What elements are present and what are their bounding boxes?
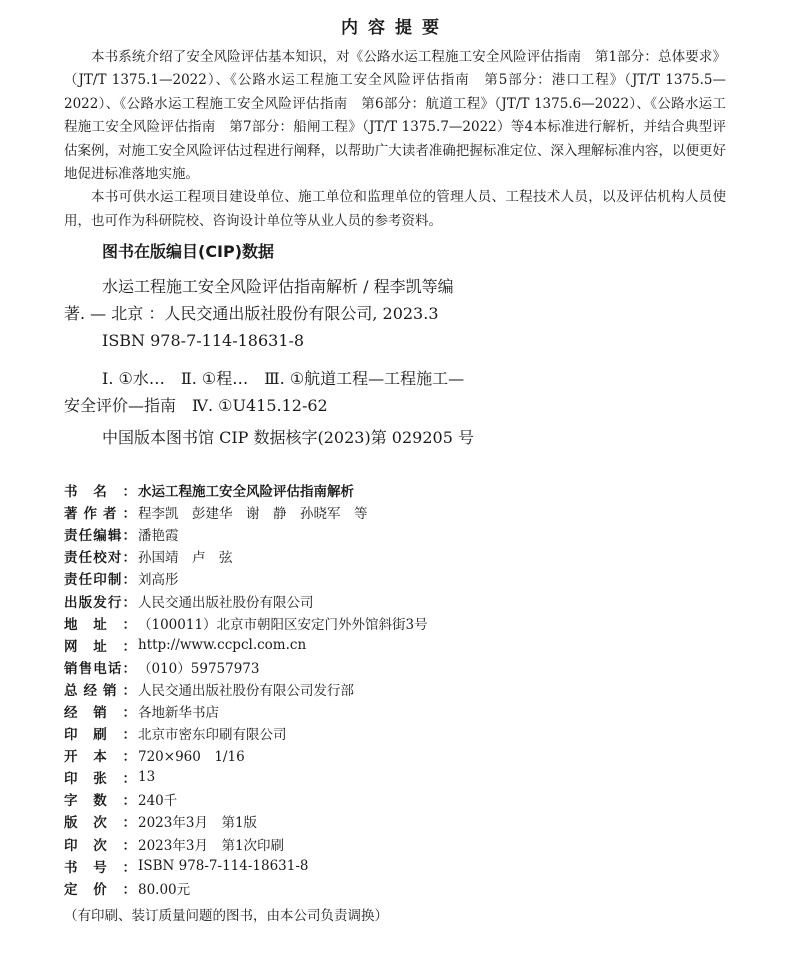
- record-value: （100011）北京市朝阳区安定门外外馆斜街3号: [138, 616, 428, 633]
- record-label: 销 售 电 话 ：: [64, 660, 136, 677]
- summary-paragraph: 本书系统介绍了安全风险评估基本知识，对《公路水运工程施工安全风险评估指南 第1部分：总体要求》（JT/T 1375.1—2022）、《公路水运工程施工安全风险评估指南 第5部分：港口工程》（JT/T 1375.5—2022）、《公路水运工程施工安全风险评估指南 第6部分：航道工程》（JT/T 1375.6—2022）、《公路水运工程施工安全风险评估指南 第7部分：船闸工程》（JT/T 1375.7—2022）等4本标准进行解析，并结合典型评估案例，对施工安全风险评估过程进行阐释，以帮助广大读者准确把握标准定位、深入理解标准内容，以便更好地促进标准落地实施。: [64, 49, 726, 183]
- record-label: 书 号 ：: [64, 859, 136, 876]
- record-row: [64, 678, 754, 700]
- record-row: [64, 567, 754, 589]
- record-label: 字 数 ：: [64, 793, 136, 810]
- record-value: 13: [138, 769, 156, 786]
- record-row: [64, 833, 754, 855]
- record-value: 程李凯 彭建华 谢 静 孙晓军 等: [138, 506, 368, 523]
- record-value: 人民交通出版社股份有限公司发行部: [138, 682, 354, 699]
- record-label: 著 作 者 ：: [64, 506, 136, 523]
- cip-isbn-line: ISBN 978-7-114-18631-8: [102, 331, 305, 350]
- record-row: [64, 877, 754, 899]
- record-label: 出 版 发 行 ：: [64, 594, 136, 611]
- summary-paragraph: 本书可供水运工程项目建设单位、施工单位和监理单位的管理人员、工程技术人员，以及评估机构人员使用，也可作为科研院校、咨询设计单位等从业人员的参考资料。: [64, 189, 726, 229]
- cip-heading: 图书在版编目(CIP)数据: [102, 242, 275, 261]
- cip-title-line: 水运工程施工安全风险评估指南解析 / 程李凯等编: [102, 277, 454, 296]
- record-label: 开 本 ：: [64, 749, 136, 766]
- record-row: [64, 656, 754, 678]
- record-label: 经 销 ：: [64, 704, 136, 721]
- record-row: [64, 545, 754, 567]
- record-label: 印 张 ：: [64, 771, 136, 788]
- summary-title: 内容提要: [341, 18, 449, 38]
- record-value: 潘艳霞: [138, 528, 179, 545]
- record-value: 2023年3月 第1次印刷: [138, 837, 285, 854]
- record-row: [64, 744, 754, 766]
- record-row: [64, 788, 754, 810]
- record-row: [64, 810, 754, 832]
- publication-records: [64, 479, 754, 899]
- cip-record: [64, 273, 544, 354]
- record-row: [64, 855, 754, 877]
- record-value: 80.00元: [138, 881, 191, 898]
- record-value: 人民交通出版社股份有限公司: [138, 594, 314, 611]
- record-value: 2023年3月 第1版: [138, 815, 258, 832]
- record-row: [64, 501, 754, 523]
- record-value: 水运工程施工安全风险评估指南解析: [138, 484, 354, 501]
- record-value: 北京市密东印刷有限公司: [138, 727, 287, 744]
- cip-classification: [64, 365, 544, 419]
- record-label: 责 任 校 对 ：: [64, 550, 136, 567]
- cip-verify-line: 中国版本图书馆 CIP 数据核字(2023)第 029205 号: [102, 428, 474, 447]
- record-label: 印 次 ：: [64, 837, 136, 854]
- record-value: http://www.ccpcl.com.cn: [138, 636, 307, 653]
- record-label: 总 经 销 ：: [64, 682, 136, 699]
- record-row: [64, 479, 754, 501]
- cip-class-line: Ⅰ. ①水… Ⅱ. ①程… Ⅲ. ①航道工程—工程施工—: [102, 369, 465, 388]
- record-label: 印 刷 ：: [64, 727, 136, 744]
- cip-verification: [64, 424, 544, 451]
- record-row: [64, 634, 754, 656]
- record-row: [64, 589, 754, 611]
- record-value: （010）59757973: [138, 660, 260, 677]
- footnote: （有印刷、装订质量问题的图书，由本公司负责调换）: [64, 908, 388, 924]
- record-label: 责 任 印 制 ：: [64, 572, 136, 589]
- record-value: 720×960 1/16: [138, 749, 245, 766]
- record-label: 网 址 ：: [64, 638, 136, 655]
- record-row: [64, 766, 754, 788]
- record-label: 书 名 ：: [64, 484, 136, 501]
- record-value: 孙国靖 卢 弦: [138, 550, 233, 567]
- record-value: 各地新华书店: [138, 704, 219, 721]
- record-row: [64, 700, 754, 722]
- record-value: 刘高彤: [138, 572, 179, 589]
- record-label: 地 址 ：: [64, 616, 136, 633]
- record-label: 责 任 编 辑 ：: [64, 528, 136, 545]
- record-value: 240千: [138, 793, 178, 810]
- record-value: ISBN 978-7-114-18631-8: [138, 857, 309, 874]
- record-label: 定 价 ：: [64, 881, 136, 898]
- cip-class-line: 安全评价—指南 Ⅳ. ①U415.12-62: [64, 396, 328, 415]
- summary-text: [64, 46, 726, 233]
- record-row: [64, 523, 754, 545]
- record-row: [64, 612, 754, 634]
- cip-publisher-line: 著. — 北京 ：人民交通出版社股份有限公司, 2023.3: [64, 304, 439, 323]
- record-label: 版 次 ：: [64, 815, 136, 832]
- record-row: [64, 722, 754, 744]
